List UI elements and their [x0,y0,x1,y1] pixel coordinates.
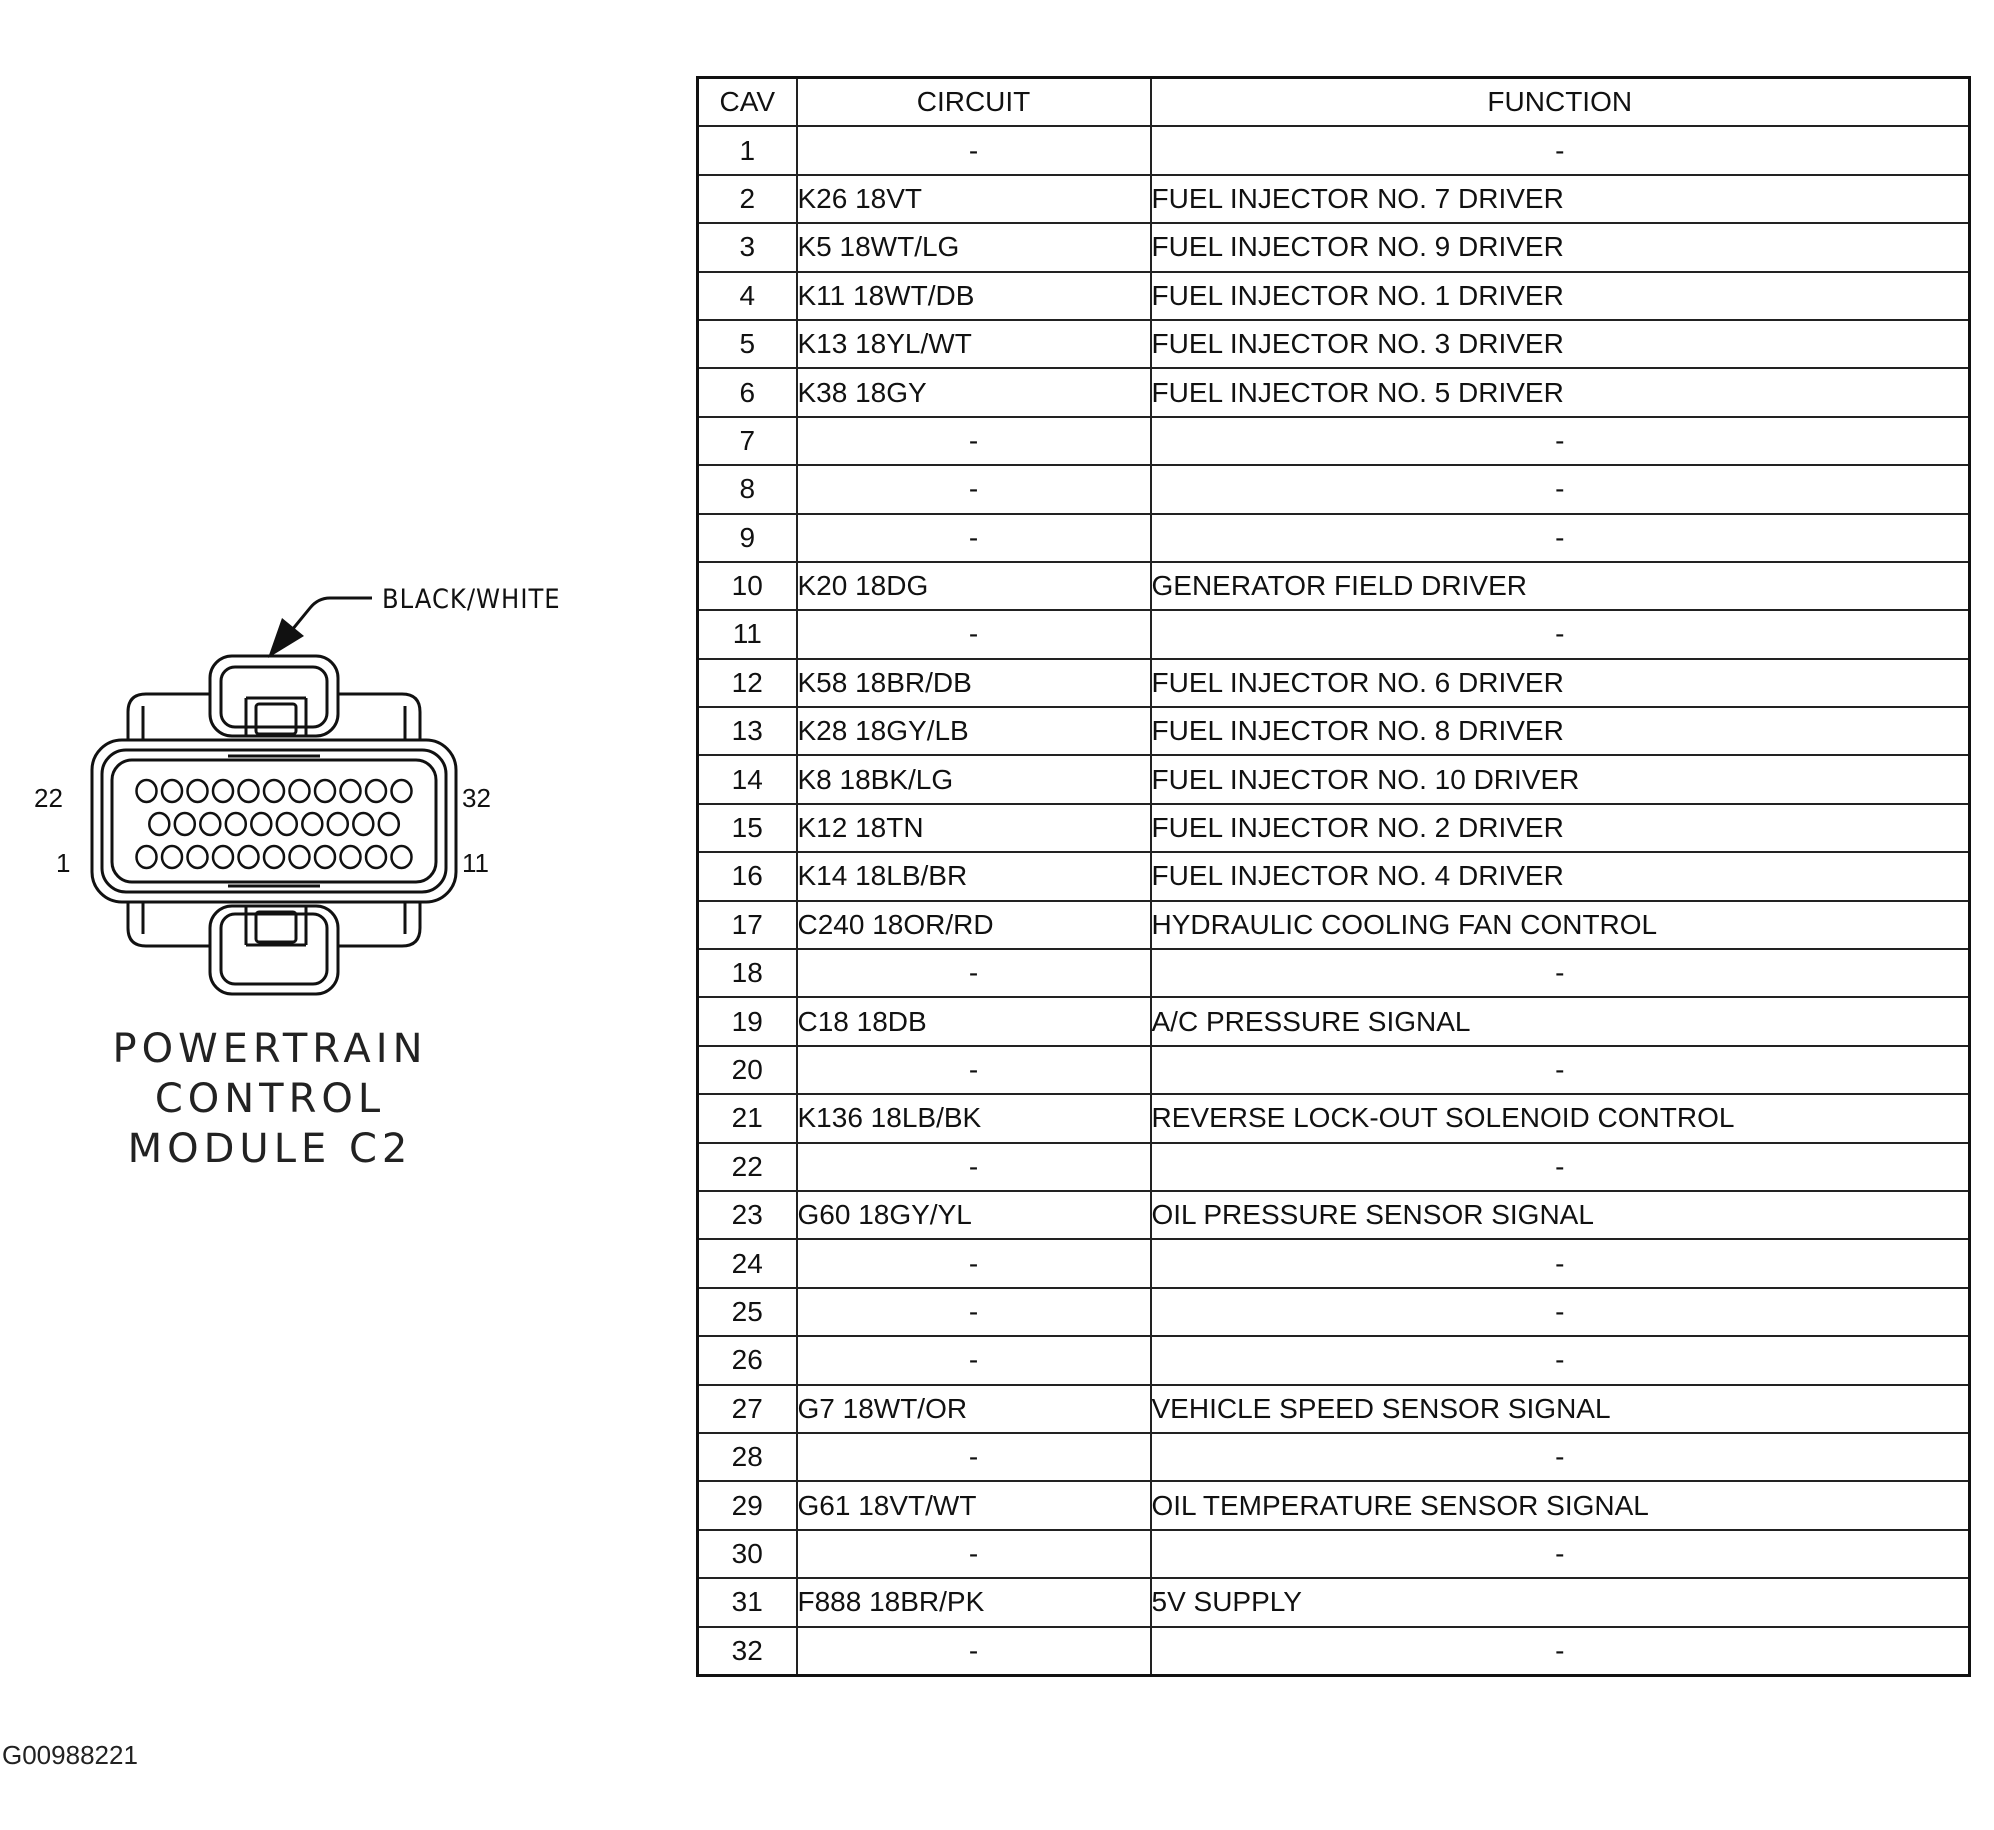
pin-hole [213,780,233,802]
cav-cell: 27 [698,1385,797,1433]
pin-hole [200,813,220,835]
table-row [698,997,1970,1045]
function-cell: - [1151,514,1970,562]
circuit-cell: - [797,417,1151,465]
cav-cell: 31 [698,1578,797,1626]
pin-hole [251,813,271,835]
circuit-cell: K12 18TN [797,804,1151,852]
circuit-cell: - [797,1143,1151,1191]
table-row [698,707,1970,755]
table-row [698,562,1970,610]
cav-cell: 8 [698,465,797,513]
circuit-cell: K20 18DG [797,562,1151,610]
circuit-cell: C18 18DB [797,997,1151,1045]
table-header-row [698,78,1970,127]
table-row [698,417,1970,465]
function-cell: FUEL INJECTOR NO. 1 DRIVER [1151,272,1970,320]
table-row [698,1530,1970,1578]
table-row [698,272,1970,320]
cav-cell: 16 [698,852,797,900]
table-row [698,1239,1970,1287]
table-row [698,1336,1970,1384]
pin-hole [379,813,399,835]
function-cell: REVERSE LOCK-OUT SOLENOID CONTROL [1151,1094,1970,1142]
circuit-cell: - [797,1288,1151,1336]
connector-title-line-2: CONTROL [154,1076,386,1122]
pin-hole [149,813,169,835]
table-row [698,126,1970,174]
circuit-cell: - [797,126,1151,174]
table-row [698,465,1970,513]
circuit-cell: G60 18GY/YL [797,1191,1151,1239]
figure-id: G00988221 [2,1740,138,1770]
pin-hole [341,780,361,802]
pin-hole [366,846,386,868]
cav-cell: 22 [698,1143,797,1191]
pin-hole [162,780,182,802]
function-cell: - [1151,465,1970,513]
function-cell: - [1151,1627,1970,1676]
circuit-cell: - [797,1336,1151,1384]
cav-cell: 11 [698,610,797,658]
function-cell: - [1151,126,1970,174]
circuit-cell: K26 18VT [797,175,1151,223]
function-cell: - [1151,1530,1970,1578]
function-cell: OIL TEMPERATURE SENSOR SIGNAL [1151,1481,1970,1529]
circuit-cell: - [797,1239,1151,1287]
cav-cell: 14 [698,755,797,803]
circuit-cell: - [797,1046,1151,1094]
pin-hole [392,846,412,868]
pin-hole [315,846,335,868]
function-cell: HYDRAULIC COOLING FAN CONTROL [1151,901,1970,949]
pin-hole [175,813,195,835]
function-cell: - [1151,1288,1970,1336]
pin-hole [302,813,322,835]
table-row [698,1578,1970,1626]
function-cell: OIL PRESSURE SENSOR SIGNAL [1151,1191,1970,1239]
circuit-cell: K8 18BK/LG [797,755,1151,803]
circuit-cell: K14 18LB/BR [797,852,1151,900]
table-row [698,1094,1970,1142]
pin-hole [137,846,157,868]
circuit-cell: - [797,1530,1151,1578]
circuit-cell: K136 18LB/BK [797,1094,1151,1142]
cav-cell: 18 [698,949,797,997]
function-cell: FUEL INJECTOR NO. 4 DRIVER [1151,852,1970,900]
circuit-cell: G61 18VT/WT [797,1481,1151,1529]
pin-hole [137,780,157,802]
pin-hole [328,813,348,835]
pin-hole [226,813,246,835]
cav-cell: 26 [698,1336,797,1384]
circuit-cell: K5 18WT/LG [797,223,1151,271]
table-row [698,852,1970,900]
pin-hole [366,780,386,802]
connector-diagram [0,0,560,1100]
pin-hole [264,846,284,868]
function-cell: FUEL INJECTOR NO. 5 DRIVER [1151,368,1970,416]
function-cell: FUEL INJECTOR NO. 9 DRIVER [1151,223,1970,271]
pinout-table-body [698,126,1970,1675]
pin-holes [137,780,412,868]
pin-hole [341,846,361,868]
table-row [698,175,1970,223]
table-row [698,1385,1970,1433]
cav-cell: 13 [698,707,797,755]
pin-label-bottom-left: 1 [56,848,71,878]
cav-cell: 5 [698,320,797,368]
cav-cell: 15 [698,804,797,852]
circuit-cell: C240 18OR/RD [797,901,1151,949]
table-row [698,1481,1970,1529]
pin-hole [162,846,182,868]
function-cell: FUEL INJECTOR NO. 3 DRIVER [1151,320,1970,368]
table-row [698,1191,1970,1239]
cav-cell: 32 [698,1627,797,1676]
table-row [698,949,1970,997]
header-circuit: CIRCUIT [797,78,1151,127]
table-row [698,1143,1970,1191]
cav-cell: 10 [698,562,797,610]
circuit-cell: K13 18YL/WT [797,320,1151,368]
table-row [698,1046,1970,1094]
header-cav: CAV [698,78,797,127]
pin-label-top-left: 22 [34,783,63,813]
circuit-cell: - [797,949,1151,997]
cav-cell: 3 [698,223,797,271]
cav-cell: 12 [698,659,797,707]
pin-hole [264,780,284,802]
table-row [698,610,1970,658]
cav-cell: 28 [698,1433,797,1481]
cav-cell: 1 [698,126,797,174]
table-row [698,320,1970,368]
circuit-cell: - [797,1627,1151,1676]
pin-hole [188,846,208,868]
cav-cell: 21 [698,1094,797,1142]
header-function: FUNCTION [1151,78,1970,127]
table-row [698,368,1970,416]
cav-cell: 19 [698,997,797,1045]
function-cell: - [1151,1143,1970,1191]
circuit-cell: - [797,1433,1151,1481]
cav-cell: 7 [698,417,797,465]
function-cell: - [1151,1336,1970,1384]
function-cell: - [1151,610,1970,658]
pin-hole [239,846,259,868]
pin-hole [239,780,259,802]
function-cell: - [1151,1433,1970,1481]
circuit-cell: F888 18BR/PK [797,1578,1151,1626]
cav-cell: 23 [698,1191,797,1239]
connector-title-line-1: POWERTRAIN [112,1026,428,1072]
table-row [698,901,1970,949]
color-callout: BLACK/WHITE [382,584,561,615]
function-cell: FUEL INJECTOR NO. 10 DRIVER [1151,755,1970,803]
function-cell: VEHICLE SPEED SENSOR SIGNAL [1151,1385,1970,1433]
table-row [698,659,1970,707]
cav-cell: 24 [698,1239,797,1287]
table-row [698,804,1970,852]
cav-cell: 4 [698,272,797,320]
function-cell: - [1151,1046,1970,1094]
pin-label-bottom-right: 11 [462,848,489,878]
pin-hole [188,780,208,802]
cav-cell: 2 [698,175,797,223]
function-cell: FUEL INJECTOR NO. 7 DRIVER [1151,175,1970,223]
connector-body [92,656,456,994]
pin-hole [315,780,335,802]
cav-cell: 30 [698,1530,797,1578]
function-cell: - [1151,1239,1970,1287]
function-cell: FUEL INJECTOR NO. 6 DRIVER [1151,659,1970,707]
cav-cell: 25 [698,1288,797,1336]
cav-cell: 9 [698,514,797,562]
table-row [698,1627,1970,1676]
table-row [698,1288,1970,1336]
pin-label-top-right: 32 [462,783,491,813]
circuit-cell: G7 18WT/OR [797,1385,1151,1433]
function-cell: A/C PRESSURE SIGNAL [1151,997,1970,1045]
pinout-table [696,76,1971,1677]
pin-hole [290,846,310,868]
cav-cell: 17 [698,901,797,949]
pin-hole [392,780,412,802]
circuit-cell: K58 18BR/DB [797,659,1151,707]
cav-cell: 20 [698,1046,797,1094]
circuit-cell: - [797,465,1151,513]
function-cell: FUEL INJECTOR NO. 2 DRIVER [1151,804,1970,852]
table-row [698,1433,1970,1481]
callout-arrow [292,598,372,630]
circuit-cell: K11 18WT/DB [797,272,1151,320]
table-row [698,514,1970,562]
cav-cell: 6 [698,368,797,416]
function-cell: FUEL INJECTOR NO. 8 DRIVER [1151,707,1970,755]
pin-hole [290,780,310,802]
circuit-cell: - [797,514,1151,562]
function-cell: - [1151,417,1970,465]
function-cell: - [1151,949,1970,997]
pin-hole [277,813,297,835]
pin-hole [213,846,233,868]
cav-cell: 29 [698,1481,797,1529]
circuit-cell: K38 18GY [797,368,1151,416]
pin-hole [353,813,373,835]
table-row [698,755,1970,803]
circuit-cell: K28 18GY/LB [797,707,1151,755]
connector-title-line-3: MODULE C2 [127,1126,413,1172]
function-cell: GENERATOR FIELD DRIVER [1151,562,1970,610]
table-row [698,223,1970,271]
circuit-cell: - [797,610,1151,658]
function-cell: 5V SUPPLY [1151,1578,1970,1626]
